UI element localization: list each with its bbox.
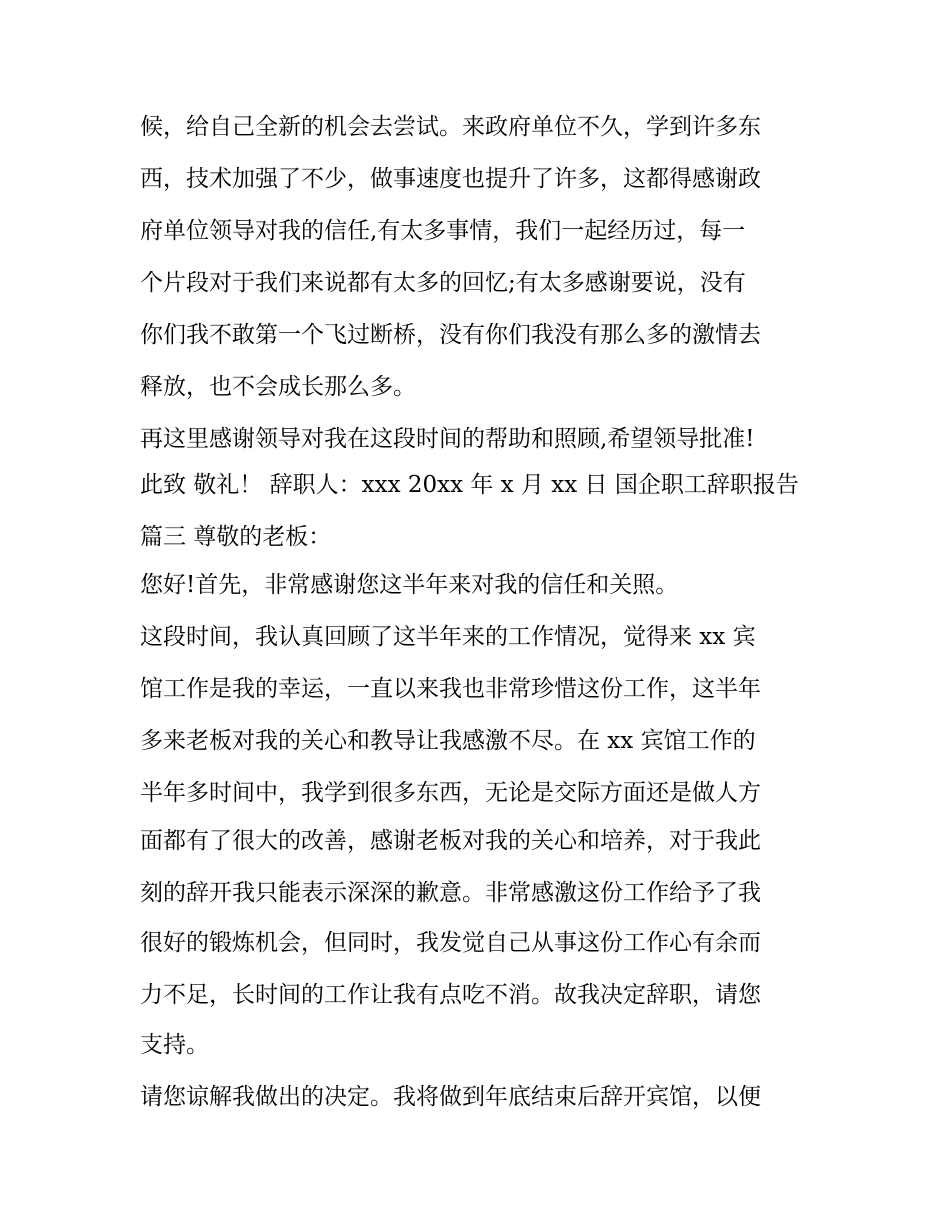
text-line: 很好的锻炼机会，但同时，我发觉自己从事这份工作心有余而 [140,930,761,956]
text-line: 支持。 [140,1032,209,1058]
text-line: 多来老板对我的关心和教导让我感激不尽。在 xx 宾馆工作的 [140,728,756,754]
text-line: 你们我不敢第一个飞过断桥，没有你们我没有那么多的激情去 [140,322,761,348]
text-line: 篇三 尊敬的老板： [140,524,332,550]
text-line: 西，技术加强了不少，做事速度也提升了许多，这都得感谢政 [140,166,761,192]
text-line: 力不足，长时间的工作让我有点吃不消。故我决定辞职，请您 [140,982,761,1008]
text-line: 府单位领导对我的信任,有太多事情，我们一起经历过，每一 [140,218,746,244]
text-line: 此致 敬礼！ 辞职人：xxx 20xx 年 x 月 xx 日 国企职工辞职报告 [140,472,799,498]
text-line: 您好!首先，非常感谢您这半年来对我的信任和关照。 [140,572,679,598]
text-line: 个片段对于我们来说都有太多的回忆;有太多感谢要说，没有 [140,270,746,296]
text-line: 请您谅解我做出的决定。我将做到年底结束后辞开宾馆，以便 [140,1084,761,1110]
text-line: 再这里感谢领导对我在这段时间的帮助和照顾,希望领导批准! [140,426,755,452]
text-line: 候，给自己全新的机会去尝试。来政府单位不久，学到许多东 [140,114,761,140]
text-line: 刻的辞开我只能表示深深的歉意。非常感激这份工作给予了我 [140,880,761,906]
text-line: 释放，也不会成长那么多。 [140,374,416,400]
text-line: 面都有了很大的改善，感谢老板对我的关心和培养，对于我此 [140,828,761,854]
text-line: 馆工作是我的幸运，一直以来我也非常珍惜这份工作，这半年 [140,676,761,702]
text-line: 这段时间，我认真回顾了这半年来的工作情况，觉得来 xx 宾 [140,624,756,650]
text-line: 半年多时间中，我学到很多东西，无论是交际方面还是做人方 [140,780,761,806]
